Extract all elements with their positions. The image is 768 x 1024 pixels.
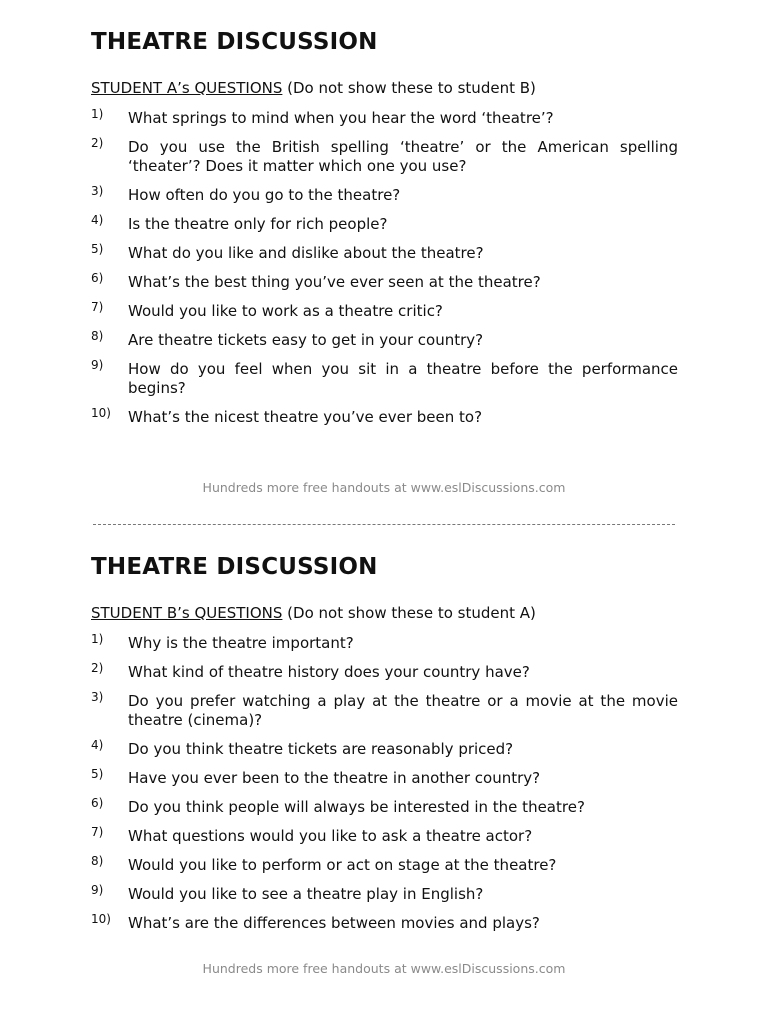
question-number: 8) (91, 329, 104, 343)
section-subtitle (91, 603, 678, 623)
question-text: What’s are the differences between movies and plays? (128, 914, 540, 932)
section-subtitle (91, 78, 678, 98)
list-item (91, 109, 678, 128)
list-item (91, 273, 678, 292)
list-item (91, 408, 678, 427)
question-text: Are theatre tickets easy to get in your country? (128, 331, 484, 349)
question-text: What’s the best thing you’ve ever seen at the theatre? (128, 273, 541, 291)
question-number: 1) (91, 107, 104, 121)
question-text: What questions would you like to ask a theatre actor? (128, 827, 533, 845)
question-number: 2) (91, 661, 104, 675)
question-number: 4) (91, 738, 104, 752)
list-item (91, 769, 678, 788)
list-item (91, 634, 678, 653)
page-title: THEATRE DISCUSSION (91, 554, 378, 580)
question-text: Would you like to see a theatre play in English? (128, 885, 484, 903)
question-text: What kind of theatre history does your country have? (128, 663, 530, 681)
list-item (91, 138, 678, 176)
list-item (91, 856, 678, 875)
question-text: How often do you go to the theatre? (128, 186, 401, 204)
question-text: Why is the theatre important? (128, 634, 354, 652)
question-number: 9) (91, 358, 104, 372)
cut-line-divider (93, 524, 675, 525)
question-number: 10) (91, 912, 111, 926)
list-item (91, 692, 678, 730)
question-number: 1) (91, 632, 104, 646)
question-number: 9) (91, 883, 104, 897)
question-text: Would you like to perform or act on stage at the theatre? (128, 856, 557, 874)
subtitle-label: STUDENT B’s QUESTIONS (91, 604, 283, 622)
question-text: Is the theatre only for rich people? (128, 215, 388, 233)
question-text: Do you use the British spelling ‘theatre’ or the American spelling ‘theater’? Does it matter which one you use? (128, 138, 678, 175)
question-text: What springs to mind when you hear the word ‘theatre’? (128, 109, 554, 127)
question-number: 7) (91, 300, 104, 314)
question-number: 2) (91, 136, 104, 150)
question-text: Have you ever been to the theatre in another country? (128, 769, 541, 787)
question-text: Do you think people will always be interested in the theatre? (128, 798, 585, 816)
question-list (91, 109, 678, 427)
list-item (91, 663, 678, 682)
list-item (91, 914, 678, 933)
question-text: Would you like to work as a theatre critic? (128, 302, 443, 320)
list-item (91, 798, 678, 817)
footer-link-text: Hundreds more free handouts at www.eslDiscussions.com (202, 480, 566, 495)
student-b-section (91, 553, 678, 943)
question-number: 6) (91, 271, 104, 285)
list-item (91, 331, 678, 350)
list-item (91, 302, 678, 321)
list-item (91, 215, 678, 234)
question-number: 5) (91, 242, 104, 256)
question-number: 6) (91, 796, 104, 810)
subtitle-label: STUDENT A’s QUESTIONS (91, 79, 283, 97)
question-number: 7) (91, 825, 104, 839)
question-text: Do you prefer watching a play at the theatre or a movie at the movie theatre (cinema)? (128, 692, 678, 729)
question-text: What’s the nicest theatre you’ve ever been to? (128, 408, 483, 426)
page-title: THEATRE DISCUSSION (91, 29, 378, 55)
student-a-section (91, 28, 678, 437)
question-number: 3) (91, 690, 104, 704)
subtitle-note: (Do not show these to student B) (282, 79, 536, 97)
list-item (91, 360, 678, 398)
list-item (91, 885, 678, 904)
list-item (91, 827, 678, 846)
question-number: 4) (91, 213, 104, 227)
list-item (91, 740, 678, 759)
question-number: 5) (91, 767, 104, 781)
question-text: What do you like and dislike about the theatre? (128, 244, 484, 262)
question-text: Do you think theatre tickets are reasonably priced? (128, 740, 514, 758)
question-number: 10) (91, 406, 111, 420)
footer-link-text: Hundreds more free handouts at www.eslDiscussions.com (202, 961, 566, 976)
list-item (91, 186, 678, 205)
question-number: 8) (91, 854, 104, 868)
subtitle-note: (Do not show these to student A) (282, 604, 536, 622)
question-text: How do you feel when you sit in a theatre before the performance begins? (128, 360, 678, 397)
question-list (91, 634, 678, 933)
list-item (91, 244, 678, 263)
question-number: 3) (91, 184, 104, 198)
